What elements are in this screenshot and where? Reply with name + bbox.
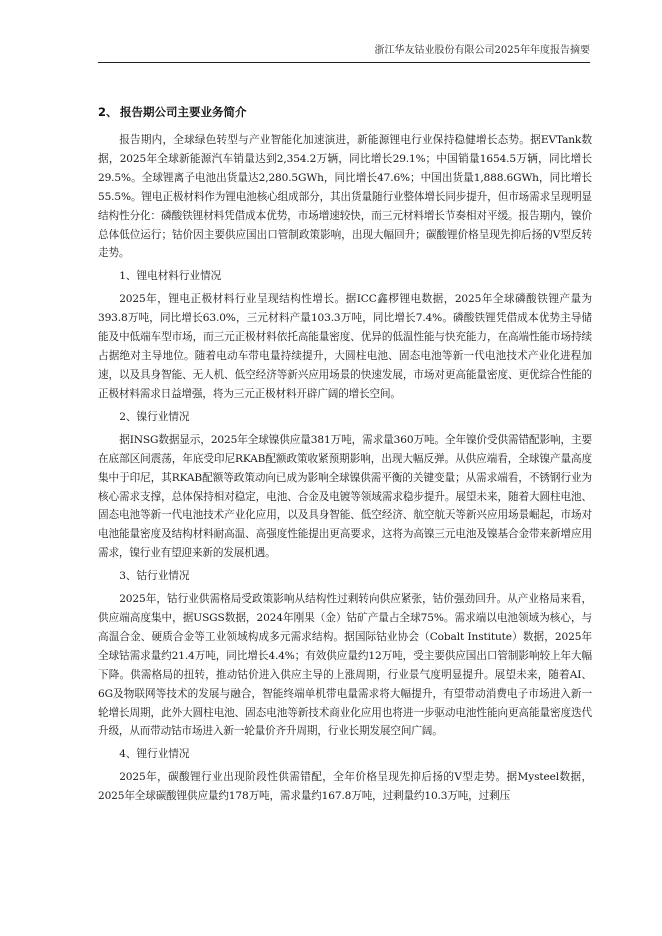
subsection-paragraph: 据INSG数据显示，2025年全球镍供应量381万吨，需求量360万吨。全年镍价受供需错配影响，主要在底部区间震荡，年底受印尼RKAB配额政策收紧预期影响，出现大幅反弹。从供应端看，全球镍产量高度集中于印尼，其RKAB配额等政策动向已成为影响全球镍供需平衡的关键变量；从需求端看，不锈钢行业为核心需求支撑，总体保持相对稳定，电池、合金及电镀等领域需求稳步提升。展望未来，随着大圆柱电池、固态电池等新一代电池技术产业化应用，以及具身智能、低空经济、航空航天等新兴应用场景崛起，市场对电池能量密度及结构材料耐高温、高强度性能提出更高要求，这将为高镍三元电池及镍基合金带来新增应用需求，镍行业有望迎来新的发展机遇。 (98, 433, 592, 560)
section-title-text: 报告期公司主要业务简介 (120, 105, 247, 119)
report-body (98, 104, 592, 810)
subsection-lithium-materials (98, 268, 592, 403)
subsection-heading: 2、镍行业情况 (119, 410, 190, 423)
section-number: 2、 (98, 105, 118, 119)
subsection-paragraph: 2025年，钴行业供需格局受政策影响从结构性过剩转向供应紧张，钴价强劲回升。从产业格局来看，供应端高度集中，据USGS数据，2024年刚果（金）钴矿产量占全球75%。需求端以电池领域为核心，与高温合金、硬质合金等工业领域构成多元需求结构。据国际钴业协会（Cobalt Institute）数据，2025年全球钴需求量约21.4万吨，同比增长4.4%；有效供应量约12万吨，受主要供应国出口管制影响较上年大幅下降。供需格局的扭转，推动钴价进入供应主导的上涨周期，行业景气度明显提升。展望未来，随着AI、6G及物联网等技术的发展与融合，智能终端单机带电量需求将大幅提升，有望带动消费电子市场进入新一轮增长周期，此外大圆柱电池、固态电池等新技术商业化应用也将进一步驱动电池性能向更高能量密度迭代升级，从而带动钴市场进入新一轮量价齐升周期，行业长期发展空间广阔。 (98, 593, 592, 738)
subsection-paragraph: 2025年，锂电正极材料行业呈现结构性增长。据ICC鑫椤锂电数据，2025年全球磷酸铁锂产量为393.8万吨，同比增长63.0%，三元材料产量103.3万吨，同比增长7.4%。磷酸铁锂凭借成本优势主导储能及中低端车型市场，而三元正极材料依托高能量密度、优异的低温性能与快充能力，在高端性能市场持续占据绝对主导地位。随着电动车带电量持续提升，大圆柱电池、固态电池等新一代电池技术产业化进程加速，以及具身智能、无人机、低空经济等新兴应用场景的快速发展，市场对更高能量密度、更优综合性能的正极材料需求日益增强，将为三元正极材料开辟广阔的增长空间。 (98, 293, 592, 400)
subsection-nickel (98, 409, 592, 563)
subsection-lithium (98, 746, 592, 806)
subsection-heading: 1、锂电材料行业情况 (119, 270, 222, 283)
subsection-cobalt (98, 568, 592, 741)
header-divider (98, 62, 590, 63)
section-heading (98, 104, 592, 120)
subsection-heading: 3、钴行业情况 (119, 570, 190, 583)
subsection-heading: 4、锂行业情况 (119, 748, 190, 761)
subsection-paragraph: 2025年，碳酸锂行业出现阶段性供需错配，全年价格呈现先抑后扬的V型走势。据Mysteel数据，2025年全球碳酸锂供应量约178万吨，需求量约167.8万吨，过剩量约10.3万吨，过剩压 (98, 771, 592, 803)
intro-paragraph: 报告期内，全球绿色转型与产业智能化加速演进，新能源锂电行业保持稳健增长态势。据EVTank数据，2025年全球新能源汽车销量达到2,354.2万辆，同比增长29.1%；中国销量1654.5万辆，同比增长29.5%。全球锂离子电池出货量达2,280.5GWh，同比增长47.6%；中国出货量1,888.6GWh，同比增长55.5%。锂电正极材料作为锂电池核心组成部分，其出货量随行业整体增长同步提升，但市场需求呈现明显结构性分化：磷酸铁锂材料凭借成本优势，市场增速较快，而三元材料增长节奏相对平缓。报告期内，镍价总体低位运行；钴价因主要供应国出口管制政策影响，出现大幅回升；碳酸锂价格呈现先抑后扬的V型反转走势。 (98, 134, 592, 260)
report-header-title: 浙江华友钴业股份有限公司2025年年度报告摘要 (374, 45, 590, 56)
